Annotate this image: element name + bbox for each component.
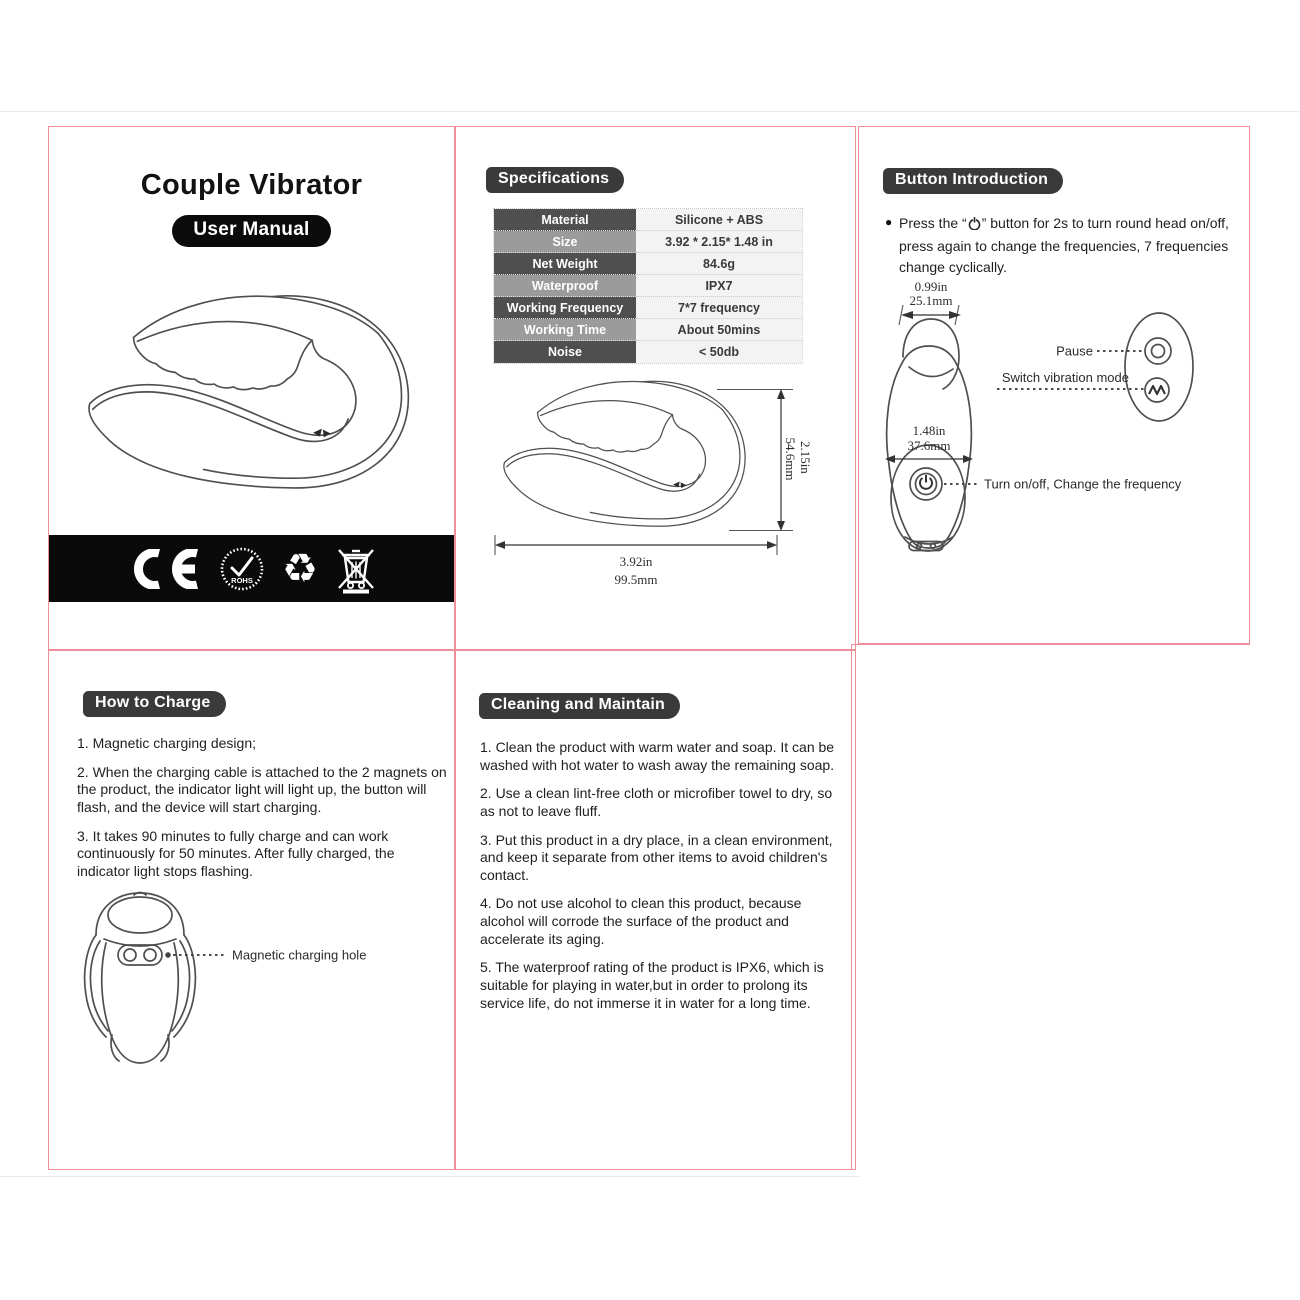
table-row: [494, 341, 802, 363]
mode-button: [1145, 378, 1169, 402]
svg-text:3.92in: 3.92in: [619, 554, 653, 569]
spec-label: Working Frequency: [494, 297, 636, 319]
spec-value: 7*7 frequency: [636, 297, 802, 319]
spec-value: < 50db: [636, 341, 802, 363]
pause-label: Pause: [1056, 343, 1093, 359]
spec-label: Net Weight: [494, 253, 636, 275]
button-intro-panel: [858, 126, 1250, 644]
svg-text:0.99in: 0.99in: [914, 279, 948, 294]
dimension-diagram: [481, 369, 831, 605]
charging-diagram: [67, 881, 447, 1096]
step-text: 3. Put this product in a dry place, in a clean environment, and keep it separate from other items to avoid children's contact.: [480, 831, 833, 883]
page-top-rule: [0, 111, 1300, 112]
how-to-charge-header: How to Charge: [83, 691, 226, 717]
ce-mark-icon: [126, 549, 202, 589]
svg-text:2.15in 54.6mm: 2.15in 54.6mm: [783, 437, 813, 481]
step-text: 2. Use a clean lint-free cloth or microfiber towel to dry, so as not to leave fluff.: [480, 785, 833, 819]
cleaning-panel: [455, 650, 856, 1170]
spec-label: Working Time: [494, 319, 636, 341]
table-row: [494, 231, 802, 253]
step-text: 4. Do not use alcohol to clean this product, because alcohol will corrode the surface of the product and accelerate its aging.: [480, 895, 802, 947]
pause-button: [1145, 338, 1171, 364]
spec-value: 84.6g: [636, 253, 802, 275]
table-row: [494, 297, 802, 319]
table-row: [494, 253, 802, 275]
cover-panel: [48, 126, 455, 650]
power-button: [910, 468, 942, 500]
how-to-charge-panel: [48, 650, 455, 1170]
spec-label: Size: [494, 231, 636, 253]
switch-mode-label: Switch vibration mode: [1001, 370, 1129, 385]
svg-text:99.5mm: 99.5mm: [614, 572, 658, 587]
empty-panel: [851, 644, 1250, 1170]
spec-label: Waterproof: [494, 275, 636, 297]
step-text: 5. The waterproof rating of the product is IPX6, which is suitable for playing in water,but in order to prolong its service life, do not immerse it in water for a long time.: [480, 959, 824, 1011]
specifications-header: Specifications: [486, 167, 624, 193]
button-intro-header: Button Introduction: [883, 168, 1063, 194]
specifications-table: [493, 208, 803, 364]
weee-bin-icon: [335, 544, 377, 594]
table-row: [494, 209, 802, 231]
page-title: Couple Vibrator: [140, 169, 363, 201]
spec-value: IPX7: [636, 275, 802, 297]
recycle-icon: ♻: [282, 545, 318, 592]
step-text: 3. It takes 90 minutes to fully charge and can work continuously for 50 minutes. After fully charged, the indicator light stops flashing.: [77, 827, 395, 879]
spec-label: Material: [494, 209, 636, 231]
spec-value: Silicone + ABS: [636, 209, 802, 231]
spec-value: 3.92 * 2.15* 1.48 in: [636, 231, 802, 253]
remote-control: [1125, 313, 1193, 421]
step-text: 1. Magnetic charging design;: [77, 735, 256, 751]
step-text: 2. When the charging cable is attached to the 2 magnets on the product, the indicator light will light up, the button will flash, and the device will start charging.: [77, 763, 447, 815]
svg-text:37.6mm: 37.6mm: [907, 438, 951, 453]
certification-bar: [49, 535, 454, 602]
step-text: 1. Clean the product with warm water and soap. It can be washed with hot water to wash away the remaining soap.: [480, 739, 835, 773]
charging-hole-label: Magnetic charging hole: [232, 947, 367, 963]
svg-text:25.1mm: 25.1mm: [909, 293, 953, 308]
specifications-panel: [455, 126, 856, 650]
table-row: [494, 275, 802, 297]
table-row: [494, 319, 802, 341]
cleaning-header: Cleaning and Maintain: [479, 693, 680, 719]
bullet-point: ●: [885, 215, 893, 229]
power-label: Turn on/off, Change the frequency: [984, 476, 1182, 492]
page-bottom-rule: [0, 1176, 860, 1177]
product-illustration: [77, 285, 427, 518]
power-icon: [968, 215, 981, 236]
spec-value: About 50mins: [636, 319, 802, 341]
user-manual-badge: User Manual: [172, 215, 330, 247]
charge-steps: [77, 735, 449, 891]
cleaning-steps: [480, 739, 840, 1023]
button-diagram: [863, 261, 1247, 633]
spec-label: Noise: [494, 341, 636, 363]
svg-text:1.48in: 1.48in: [912, 423, 946, 438]
svg-text:ROHS: ROHS: [231, 575, 253, 585]
button-intro-text: Press the “ ” button for 2s to turn round head on/off, press again to change the frequencies, 7 frequencies change cyclically.: [899, 215, 1229, 275]
rohs-icon: [219, 546, 265, 592]
